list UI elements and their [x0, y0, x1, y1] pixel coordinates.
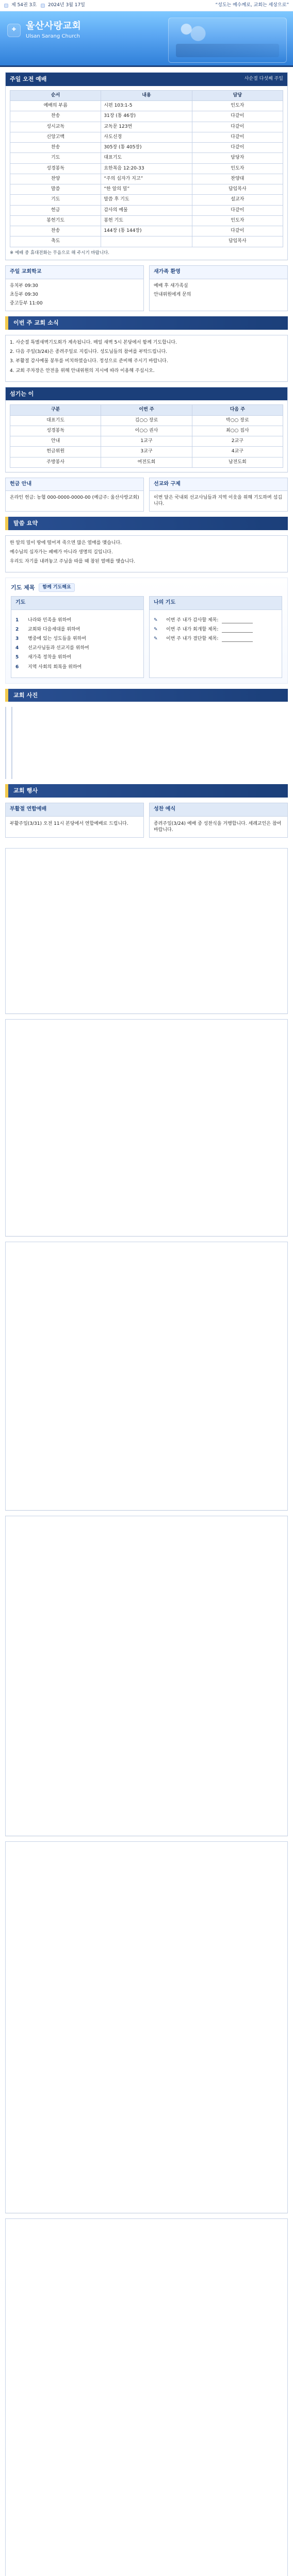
sunday-school-line: 초등부 09:30 — [10, 292, 38, 297]
header-hero — [0, 11, 293, 67]
prayer-list — [11, 596, 144, 677]
service-cell: 다같이 — [192, 143, 283, 153]
prayer-item: 4 선교사님들과 선교지를 위하여 — [15, 646, 89, 651]
service-cell: 시편 103:1-5 — [101, 101, 192, 111]
blank-section-5 — [5, 1841, 288, 2213]
mission-box — [149, 478, 288, 512]
events-grid — [5, 803, 288, 838]
weekly-news-band: 이번 주 교회 소식 — [5, 316, 288, 330]
service-col-content: 내용 — [101, 90, 192, 100]
weekly-news-card — [5, 335, 288, 382]
service-cell: 31장 (통 46장) — [101, 111, 192, 122]
prayer-grid — [11, 596, 282, 677]
gallery-image-1 — [5, 707, 6, 779]
gallery-image-2 — [11, 707, 12, 779]
blank-section-2 — [5, 1019, 288, 1236]
service-cell: 담당자 — [192, 153, 283, 163]
service-cell: 다같이 — [192, 111, 283, 122]
staff-cell: 안내 — [10, 436, 101, 447]
prayer-list-body — [11, 610, 143, 677]
prayer-fill — [149, 596, 282, 677]
staff-table — [10, 404, 283, 468]
header-illustration — [168, 18, 287, 63]
sunday-school-body — [6, 279, 143, 311]
blank-section-2-body — [6, 1020, 287, 1236]
staff-col-role: 구분 — [10, 405, 101, 415]
event-communion-body: 종려주일(3/24) 예배 중 성찬식을 거행합니다. 세례교인은 참여 바랍니다. — [154, 821, 282, 833]
service-table — [10, 90, 283, 247]
service-row — [10, 236, 283, 247]
service-card — [5, 72, 288, 260]
prayer-list-header: 기도 — [11, 597, 143, 610]
service-cell: 사도신경 — [101, 132, 192, 142]
staff-cell: 1교구 — [101, 436, 192, 447]
sunday-school-line: 중고등부 11:00 — [10, 301, 43, 307]
offering-title: 헌금 안내 — [6, 478, 143, 492]
motto: “성도는 예수께로, 교회는 세상으로” — [215, 2, 289, 8]
newcomer-line: 안내위원에게 문의 — [154, 292, 191, 297]
service-row — [10, 163, 283, 174]
staff-row — [10, 447, 283, 457]
events-band: 교회 행사 — [5, 784, 288, 798]
staff-cell: 대표기도 — [10, 415, 101, 426]
service-cell: 대표기도 — [101, 153, 192, 163]
service-cell: 찬송 — [10, 111, 101, 122]
service-cell: 인도자 — [192, 215, 283, 226]
service-cell: 봉헌 기도 — [101, 215, 192, 226]
sermon-band: 말씀 요약 — [5, 517, 288, 530]
prayer-item: 2 교회와 다음세대를 위하여 — [15, 627, 80, 632]
blank-section-1-body — [6, 849, 287, 1013]
staff-cell: 김○○ 장로 — [101, 415, 192, 426]
staff-col-next-week: 다음 주 — [192, 405, 283, 415]
staff-row — [10, 426, 283, 436]
offering-mission-row — [5, 478, 288, 512]
staff-cell: 헌금위원 — [10, 447, 101, 457]
service-cell: 다같이 — [192, 132, 283, 142]
service-cell: 담임목사 — [192, 184, 283, 195]
date-chip — [41, 3, 85, 8]
staff-col-this-week: 이번 주 — [101, 405, 192, 415]
service-cell: 감사의 예물 — [101, 205, 192, 215]
blank-section-6-body — [6, 2219, 287, 2576]
mission-body — [150, 491, 287, 511]
sunday-school-line: 유치부 09:30 — [10, 283, 38, 289]
service-cell: 교독문 123번 — [101, 122, 192, 132]
mission-text: 이번 달은 국내외 선교사님들과 지역 이웃을 위해 기도하며 섬깁니다. — [154, 495, 282, 506]
service-cell: 헌금 — [10, 205, 101, 215]
issue-icon — [4, 4, 8, 8]
service-row — [10, 132, 283, 142]
event-easter-title: 부활절 연합예배 — [6, 803, 143, 817]
newcomer-line: 예배 후 새가족실 — [154, 283, 188, 289]
spacer — [5, 838, 288, 848]
staff-cell: 최○○ 집사 — [192, 426, 283, 436]
event-communion — [149, 803, 288, 838]
service-card-header — [6, 73, 287, 86]
service-cell: 305장 (통 405장) — [101, 143, 192, 153]
service-cell: 축도 — [10, 236, 101, 247]
offering-text: 온라인 헌금: 농협 000-0000-0000-00 (예금주: 울산사랑교회) — [10, 495, 139, 501]
service-cell: 찬양대 — [192, 174, 283, 184]
staff-cell: 성경봉독 — [10, 426, 101, 436]
newcomer-title: 새가족 환영 — [150, 266, 287, 279]
newcomer-box — [149, 265, 288, 311]
service-row — [10, 205, 283, 215]
church-logo-icon: ✚ — [7, 24, 21, 37]
staff-card-body — [6, 400, 287, 472]
newcomer-body — [150, 279, 287, 302]
event-easter — [5, 803, 144, 838]
prayer-fill-header: 나의 기도 — [150, 597, 282, 610]
event-easter-body: 부활주일(3/31) 오전 11시 본당에서 연합예배로 드립니다. — [10, 821, 128, 826]
sermon-card — [5, 535, 288, 572]
service-row — [10, 184, 283, 195]
service-cell: 성시교독 — [10, 122, 101, 132]
weekly-news-item: 1. 사순절 특별새벽기도회가 계속됩니다. 매일 새벽 5시 본당에서 함께 기도합니다. — [10, 340, 177, 346]
calendar-icon — [41, 4, 45, 8]
service-col-lead: 담당 — [192, 90, 283, 100]
offering-body — [6, 491, 143, 505]
weekly-news-body — [6, 335, 287, 381]
fill-line: ✎ 이번 주 내가 결단할 제목: — [154, 636, 278, 642]
sunday-school-box — [5, 265, 144, 311]
service-cell: 봉헌기도 — [10, 215, 101, 226]
topbar — [0, 0, 293, 11]
service-cell: “주의 십자가 지고” — [101, 174, 192, 184]
fill-line: ✎ 이번 주 내가 회개할 제목: — [154, 626, 278, 633]
staff-cell: 3교구 — [101, 447, 192, 457]
service-row — [10, 122, 283, 132]
service-row — [10, 111, 283, 122]
service-cell: 다같이 — [192, 205, 283, 215]
weekly-news-item: 2. 다음 주일(3/24)은 종려주일로 지킵니다. 성도님들의 참여를 부탁드립니다. — [10, 349, 168, 355]
staff-cell: 4교구 — [192, 447, 283, 457]
event-communion-title: 성찬 예식 — [150, 803, 287, 817]
staff-card-header — [6, 387, 287, 401]
fill-line: ✎ 이번 주 내가 감사할 제목: — [154, 617, 278, 623]
service-cell: 기도 — [10, 153, 101, 163]
quick-boxes — [5, 265, 288, 311]
staff-cell: 남전도회 — [192, 457, 283, 467]
staff-row — [10, 457, 283, 467]
service-row — [10, 143, 283, 153]
service-title: 주일 오전 예배 — [10, 76, 47, 82]
service-cell: 예배의 부름 — [10, 101, 101, 111]
service-cell: 다같이 — [192, 122, 283, 132]
blank-line[interactable] — [222, 627, 253, 633]
church-subname: Ulsan Sarang Church — [26, 33, 80, 39]
sermon-body — [6, 536, 287, 572]
church-name: 울산사랑교회 — [26, 21, 82, 31]
sermon-line: 예수님의 십자가는 패배가 아니라 생명의 길입니다. — [10, 549, 113, 555]
staff-table-header-row — [10, 405, 283, 415]
service-cell: 144장 (통 144장) — [101, 226, 192, 236]
church-logo-box — [7, 21, 81, 40]
prayer-box — [5, 578, 288, 684]
content-wrap — [0, 67, 293, 2576]
blank-section-1 — [5, 848, 288, 1014]
staff-row — [10, 415, 283, 426]
offering-box — [5, 478, 144, 512]
service-cell: 설교자 — [192, 195, 283, 205]
service-row — [10, 195, 283, 205]
gallery-band: 교회 사진 — [5, 689, 288, 702]
service-cell — [101, 236, 192, 247]
service-row — [10, 226, 283, 236]
blank-section-4-body — [6, 1516, 287, 1836]
service-cell: 인도자 — [192, 101, 283, 111]
prayer-item: 5 새가족 정착을 위하여 — [15, 655, 71, 660]
service-cell: 다같이 — [192, 226, 283, 236]
issue-chip — [4, 3, 37, 8]
service-subtitle: 사순절 다섯째 주일 — [244, 76, 283, 82]
service-note: ※ 예배 중 휴대전화는 무음으로 해 주시기 바랍니다. — [10, 250, 109, 256]
staff-cell: 박○○ 장로 — [192, 415, 283, 426]
service-cell: 말씀 — [10, 184, 101, 195]
prayer-item: 6 지역 사회의 회복을 위하여 — [15, 664, 82, 670]
blank-section-4 — [5, 1516, 288, 1836]
date-text: 2024년 3월 17일 — [47, 2, 85, 8]
prayer-title: 기도 제목 — [11, 584, 35, 591]
service-cell: “한 알의 밀” — [101, 184, 192, 195]
service-cell: 찬송 — [10, 143, 101, 153]
staff-row — [10, 436, 283, 447]
staff-cell: 여전도회 — [101, 457, 192, 467]
service-cell: 담임목사 — [192, 236, 283, 247]
staff-cell: 주방봉사 — [10, 457, 101, 467]
service-table-header-row — [10, 90, 283, 100]
service-card-body — [6, 86, 287, 260]
prayer-item: 1 나라와 민족을 위하여 — [15, 617, 71, 623]
prayer-title-row — [11, 583, 282, 592]
weekly-news-item: 3. 부활절 감사예물 봉투를 비치하였습니다. 정성으로 준비해 주시기 바랍니다. — [10, 359, 168, 364]
prayer-badge: 함께 기도해요 — [39, 583, 74, 592]
gallery-row — [5, 707, 288, 779]
staff-card — [5, 387, 288, 472]
weekly-news-item: 4. 교회 주차장은 안전을 위해 안내위원의 지시에 따라 이용해 주십시오. — [10, 368, 155, 374]
service-row — [10, 174, 283, 184]
service-cell: 찬양 — [10, 174, 101, 184]
mission-title: 선교와 구제 — [150, 478, 287, 492]
prayer-item: 3 병중에 있는 성도들을 위하여 — [15, 636, 86, 642]
blank-line[interactable] — [222, 636, 253, 642]
sunday-school-title: 주일 교회학교 — [6, 266, 143, 279]
blank-section-6 — [5, 2218, 288, 2576]
service-row — [10, 153, 283, 163]
staff-title: 섬기는 이 — [10, 390, 34, 397]
staff-cell: 2교구 — [192, 436, 283, 447]
sermon-line: 한 알의 밀이 땅에 떨어져 죽으면 많은 열매를 맺습니다. — [10, 540, 122, 546]
staff-cell: 이○○ 권사 — [101, 426, 192, 436]
service-cell: 기도 — [10, 195, 101, 205]
service-col-order: 순서 — [10, 90, 101, 100]
issue-text: 제 54권 3호 — [11, 2, 37, 8]
blank-section-3-body — [6, 1242, 287, 1510]
service-row — [10, 215, 283, 226]
church-name-block — [26, 21, 81, 40]
service-row — [10, 101, 283, 111]
service-cell: 말씀 후 기도 — [101, 195, 192, 205]
service-cell: 요한복음 12:20-33 — [101, 163, 192, 174]
service-cell: 찬송 — [10, 226, 101, 236]
blank-section-3 — [5, 1242, 288, 1511]
service-cell: 성경봉독 — [10, 163, 101, 174]
prayer-fill-body — [150, 610, 282, 649]
blank-line[interactable] — [222, 618, 253, 623]
blank-section-5-body — [6, 1842, 287, 2213]
sermon-line: 우리도 자기를 내려놓고 주님을 따를 때 참된 열매를 맺습니다. — [10, 558, 136, 564]
service-cell: 신앙고백 — [10, 132, 101, 142]
service-cell: 인도자 — [192, 163, 283, 174]
